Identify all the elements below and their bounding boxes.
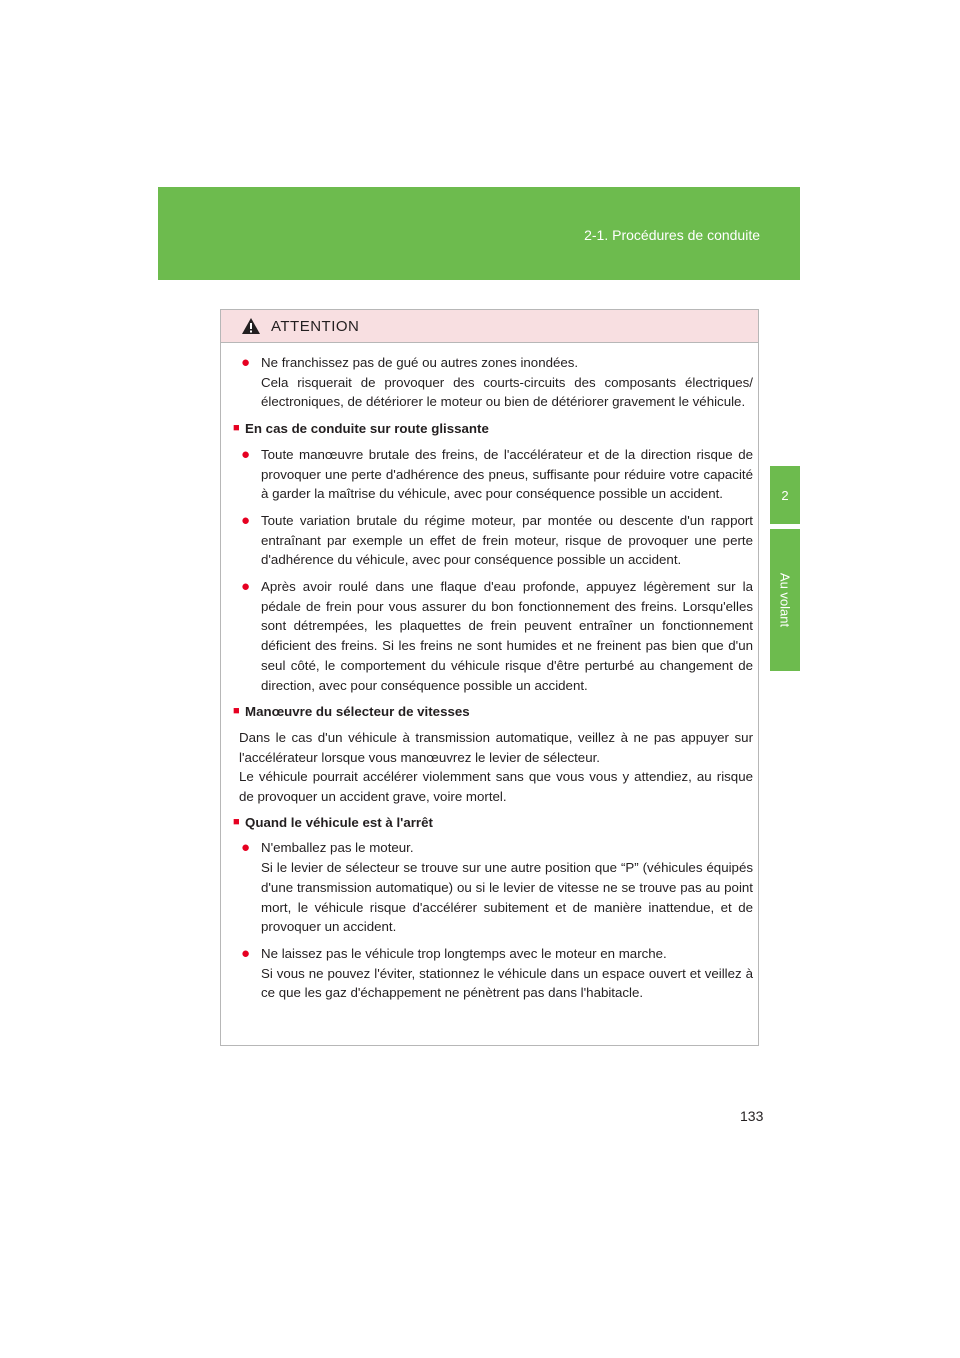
section-paragraph: Dans le cas d'un véhicule à transmission automatique, veillez à ne pas appuyer sur l'accélérateur lorsque vous manœuvrez le levier de sélecteur. Le véhicule pourrait accélérer violemment sans que vous vous y attendiez, au risque de provoquer un accident grave, voire mortel. [239, 729, 753, 805]
bullet-item: ● Ne laissez pas le véhicule trop longtemps avec le moteur en marche. Si vous ne pouvez l'éviter, stationnez le véhicule dans un espace ouvert et veillez à ce que les gaz d'échappement ne pénètrent pas dans l'habitacle. [241, 944, 753, 1001]
bullet-dot-icon: ● [241, 839, 251, 857]
warning-header [221, 310, 758, 343]
square-bullet-icon: ■ [233, 705, 240, 718]
warning-title: ATTENTION [271, 317, 360, 335]
header-band [158, 187, 800, 280]
section-heading: ■ Manœuvre du sélecteur de vitesses [233, 702, 753, 722]
bullet-item: ● Toute variation brutale du régime moteur, par montée ou descente d'un rapport entraînant par exemple un effet de frein moteur, risque de provoquer une perte d'adhérence du véhicule, avec pour conséquence possible un accident. [241, 511, 753, 568]
square-bullet-icon: ■ [233, 815, 240, 828]
warning-triangle-icon [241, 317, 261, 335]
bullet-dot-icon: ● [241, 445, 251, 463]
bullet-dot-icon: ● [241, 578, 251, 596]
section-heading: ■ Quand le véhicule est à l'arrêt [233, 813, 753, 833]
page-number: 133 [740, 1108, 764, 1124]
section-title: 2-1. Procédures de conduite [584, 227, 760, 243]
bullet-item: ● N'emballez pas le moteur. Si le levier de sélecteur se trouve sur une autre position que “P” (véhicules équipés d'une transmission automatique) ou si le levier de vitesse ne se trouve pas au point mort, le véhicule risque d'accélérer subitement et de manière inattendue, et de provoquer un accident. [241, 839, 753, 935]
chapter-tab-number: 2 [770, 466, 800, 524]
chapter-tab-label: Au volant [777, 572, 793, 628]
bullet-dot-icon: ● [241, 511, 251, 529]
warning-box [220, 309, 759, 1046]
section-heading: ■ En cas de conduite sur route glissante [233, 419, 753, 439]
bullet-item: ● Après avoir roulé dans une flaque d'eau profonde, appuyez légèrement sur la pédale de frein pour vous assurer du bon fonctionnement des freins. Lorsqu'elles sont détrempées, les plaquettes de frein peuvent entraîner un fonctionnement déficient des freins. Si les freins ne sont humides et ne freinent pas bien que d'un seul côté, le comportement du véhicule risque d'être perturbé au changement de direction, avec pour conséquence possible un accident. [241, 578, 753, 693]
warning-body [221, 343, 758, 1003]
bullet-dot-icon: ● [241, 944, 251, 962]
bullet-item: ● Ne franchissez pas de gué ou autres zones inondées. Cela risquerait de provoquer des courts-circuits des composants électriques/ électroniques, de détériorer le moteur ou bien de détériorer gravement le véhicule. [241, 354, 753, 410]
chapter-tab [770, 529, 800, 671]
square-bullet-icon: ■ [233, 422, 240, 435]
bullet-dot-icon: ● [241, 354, 251, 371]
bullet-item: ● Toute manœuvre brutale des freins, de l'accélérateur et de la direction risque de provoquer une perte d'adhérence des pneus, suffisante pour réduire votre capacité à garder la maîtrise du véhicule, avec pour conséquence possible un accident. [241, 445, 753, 502]
